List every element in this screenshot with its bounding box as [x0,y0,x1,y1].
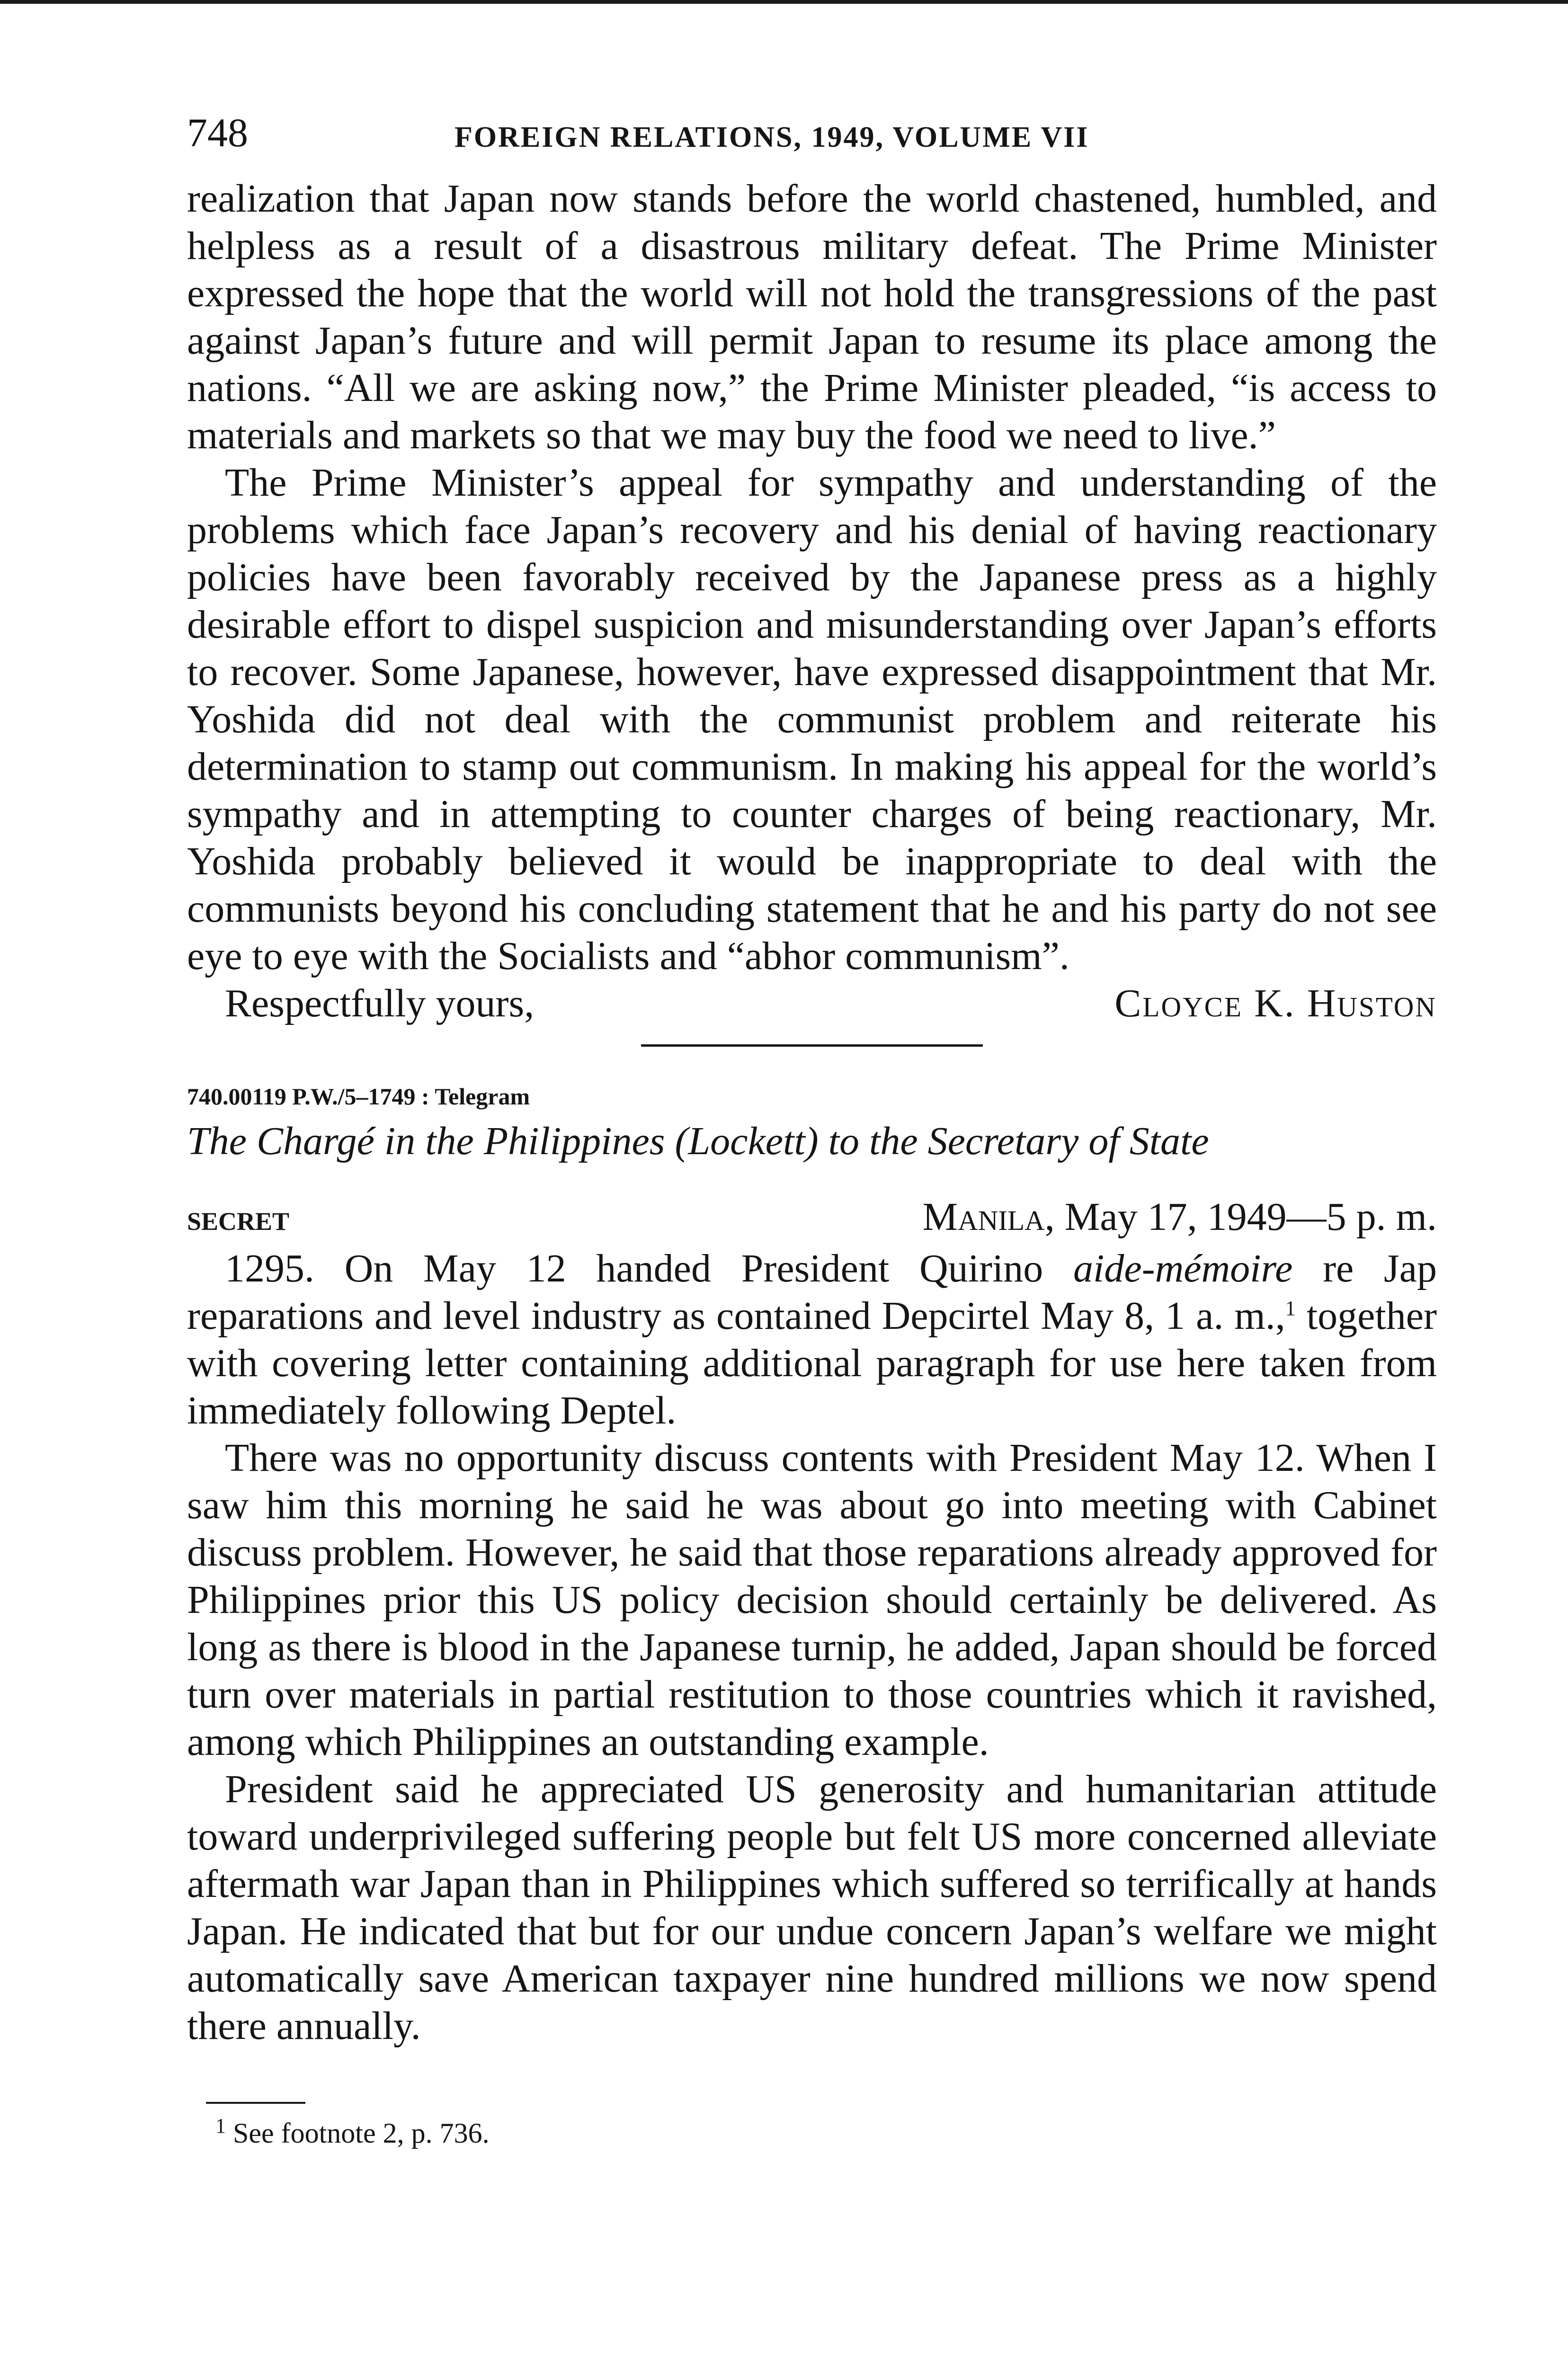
document-title: The Chargé in the Philippines (Lockett) to the Secretary of State [187,1119,1209,1163]
section-divider [641,1044,983,1047]
running-head [187,109,1437,175]
telegram-1-text-b: re Jap reparations and level industry as contained Depcirtel May 8, 1 a. m., [187,1246,1437,1338]
paragraph-telegram-2: There was no opportunity discuss contents with President May 12. When I saw him this morning he said he was about go into meeting with Cabinet discuss problem. However, he said that those reparations already approved for Philippines prior this US policy decision should certainly be delivered. As long as there is blood in the Japanese turnip, he added, Japan should be forced turn over materials in partial restitution to those countries which it ravished, among which Philippines an outstanding example. [187,1436,1437,1764]
page-number: 748 [187,110,248,155]
footnote-marker: 1 [215,2114,226,2137]
dateline [922,1193,1437,1241]
document-page [187,109,1437,2152]
signature: Cloyce K. Huston [1114,981,1437,1025]
classification-marking: SECRET [187,1207,290,1236]
file-reference: 740.00119 P.W./5–1749 : Telegram [187,1083,530,1110]
paragraph-press-reaction: The Prime Minister’s appeal for sympathy and understanding of the problems which face Japan’s recovery and his denial of having reactionary policies have been favorably received by the Japanese press as a highly desirable effort to dispel suspicion and misunderstanding over Japan’s efforts to recover. Some Japanese, however, have expressed disappointment that Mr. Yoshida did not deal with the communist problem and reiterate his determination to stamp out communism. In making his appeal for the world’s sympathy and in attempting to counter charges of being reactionary, Mr. Yoshida probably believed it would be inappropriate to deal with the communists beyond his concluding statement that he and his party do not see eye to eye with the Socialists and “abhor communism”. [187,461,1437,978]
telegram-header [187,1193,1437,1245]
paragraph-telegram-1 [187,1245,1437,1434]
footnote [187,2114,1437,2152]
dateline-place: Manila [922,1195,1045,1239]
closing-salutation: Respectfully yours, [225,981,535,1025]
paragraph-continuation: realization that Japan now stands before the world chastened, humbled, and helpless as a result of a disastrous military defeat. The Prime Minister expressed the hope that the world will not hold the transgressions of the past against Japan’s future and will permit Japan to resume its place among the nations. “All we are asking now,” the Prime Minister pleaded, “is access to materials and markets so that we may buy the food we need to live.” [187,177,1437,457]
paragraph-telegram-3: President said he appreciated US generosity and humanitarian attitude toward underprivileged suffering people but felt US more concerned alleviate aftermath war Japan than in Philippines which suffered so terrifically at hands Japan. He indicated that but for our undue concern Japan’s welfare we might automatically save American taxpayer nine hundred millions we now spend there annually. [187,1767,1437,2048]
top-edge-rule [0,0,1568,4]
telegram-1-text-a: 1295. On May 12 handed President Quirino [225,1246,1073,1290]
letter-closing [187,980,1437,1027]
telegram-1-italic: aide-mémoire [1073,1246,1293,1290]
running-title: FOREIGN RELATIONS, 1949, VOLUME VII [454,121,1089,153]
telegram-1-text-c: together with covering letter containing additional paragraph for use here taken from immediately following Deptel. [187,1294,1437,1433]
footnote-text: See footnote 2, p. 736. [233,2118,490,2149]
footnote-reference: 1 [1285,1297,1296,1320]
footnote-rule [206,2102,305,2104]
dateline-date: , May 17, 1949—5 p. m. [1044,1195,1437,1239]
